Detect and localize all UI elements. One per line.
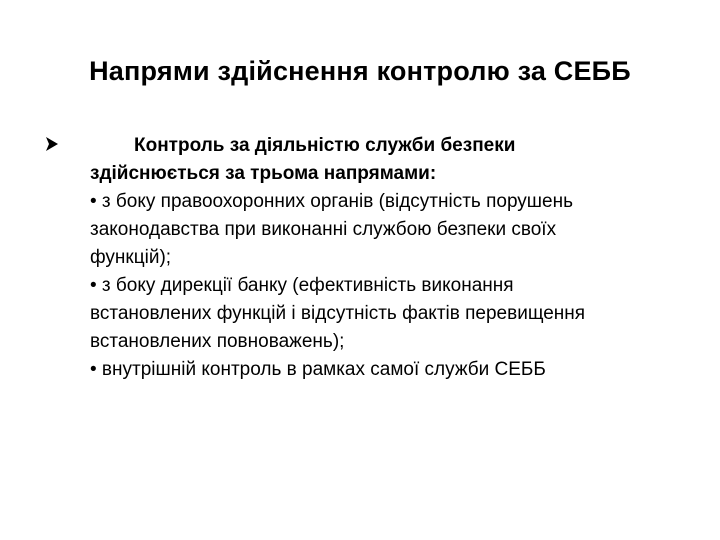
lead-text-line-1: Контроль за діяльністю служби безпеки <box>134 135 516 156</box>
list-item-line: • з боку правоохоронних органів (відсутність порушень <box>90 191 573 212</box>
lead-text-line-2: здійснюється за трьома напрямами: <box>90 163 437 184</box>
list-item-line: • внутрішній контроль в рамках самої служби СЕББ <box>90 359 546 380</box>
list-item-line: встановлених повноважень); <box>90 331 345 352</box>
arrowhead-bullet-icon <box>46 137 58 151</box>
list-item-line: встановлених функцій і відсутність фактів перевищення <box>90 303 586 324</box>
list-item-law-enforcement <box>90 188 690 272</box>
slide-title: Напрями здійснення контролю за СЕББ <box>89 56 631 86</box>
bullet-content <box>90 132 690 384</box>
list-item-line: функцій); <box>90 247 172 268</box>
list-item-internal-control <box>90 356 690 384</box>
list-item-bank-management <box>90 272 690 356</box>
list-item-line: • з боку дирекції банку (ефективність виконання <box>90 275 514 296</box>
list-item-line: законодавства при виконанні службою безпеки своїх <box>90 219 557 240</box>
